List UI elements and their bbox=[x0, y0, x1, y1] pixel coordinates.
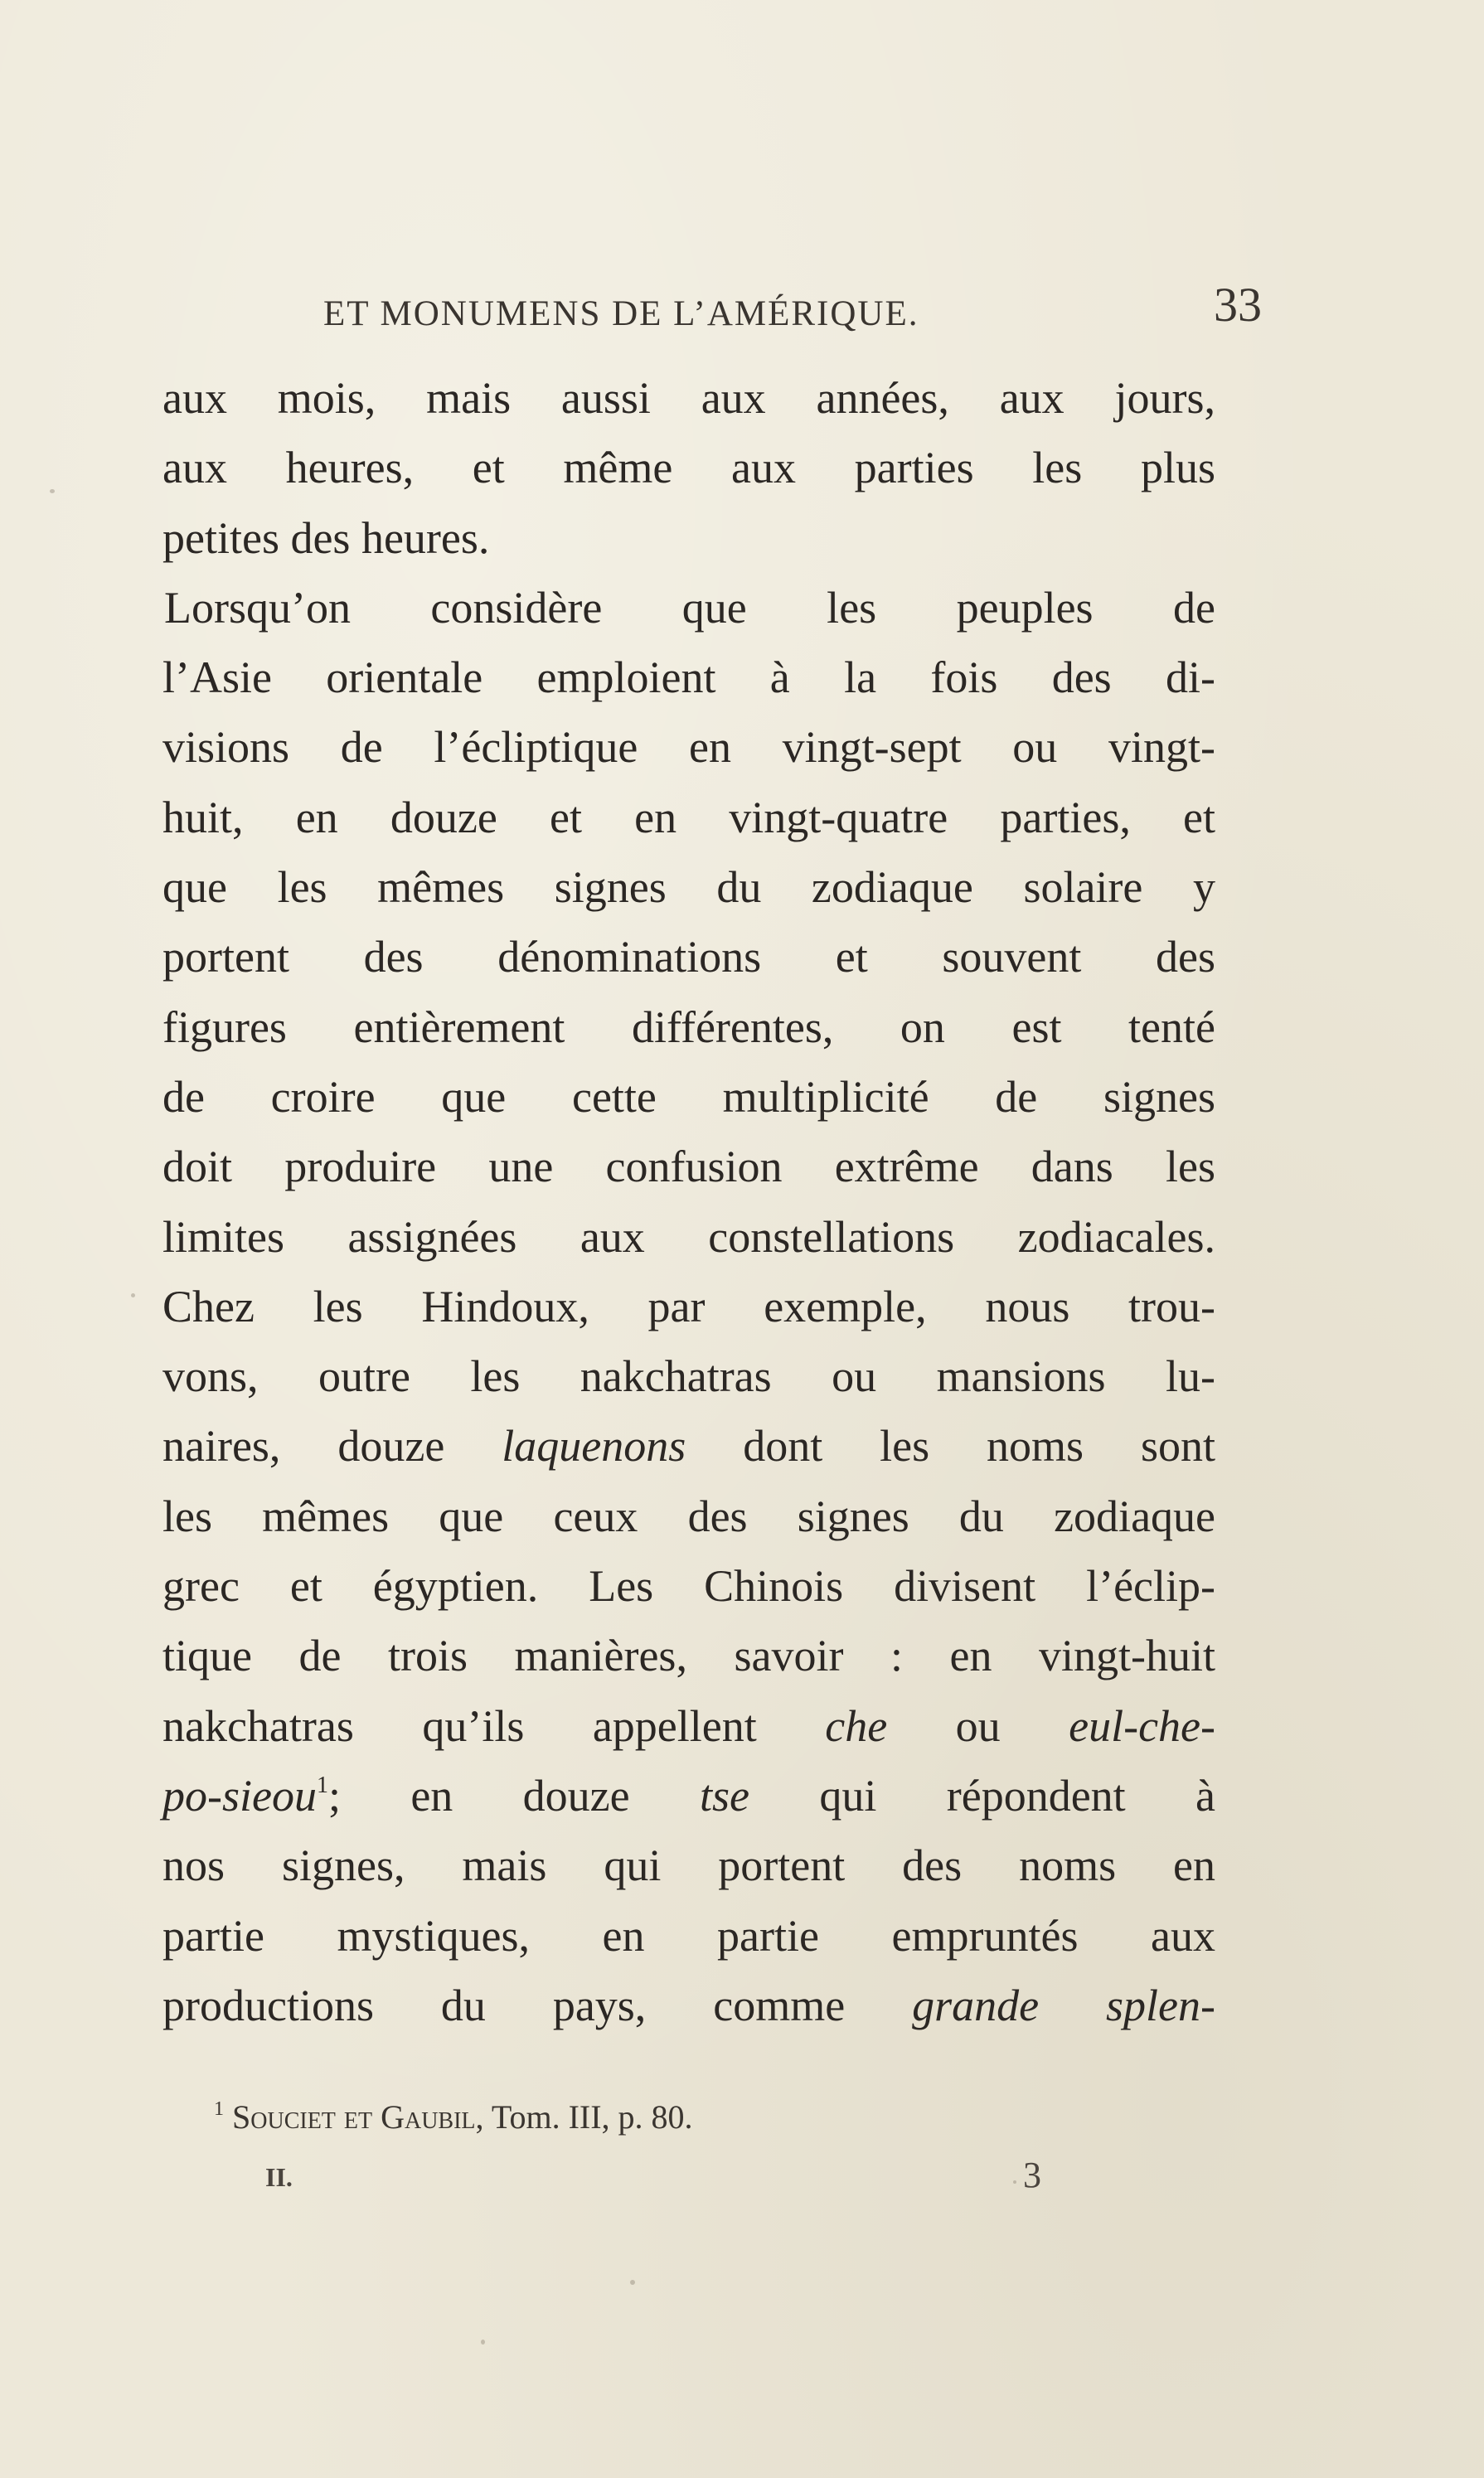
text-line: productions du pays, comme grande splen- bbox=[162, 1980, 1216, 2030]
text-line: petites des heures. bbox=[162, 512, 490, 563]
paper-speck bbox=[50, 489, 55, 493]
signature-mark: II. bbox=[265, 2162, 293, 2192]
text-line: partie mystiques, en partie empruntés aux bbox=[162, 1910, 1215, 1961]
text-line: que les mêmes signes du zodiaque solaire y bbox=[162, 862, 1215, 913]
text-line: Chez les Hindoux, par exemple, nous trou- bbox=[162, 1281, 1215, 1331]
text-line: limites assignées aux constellations zodiacales. bbox=[162, 1211, 1215, 1262]
footnote-reference: Tom. III, p. 80. bbox=[491, 2098, 693, 2136]
italic-term: laquenons bbox=[502, 1421, 686, 1472]
text-line: Lorsqu’on considère que les peuples de bbox=[164, 582, 1215, 633]
text-line: aux heures, et même aux parties les plus bbox=[162, 443, 1215, 493]
italic-term: po-sieou bbox=[162, 1770, 317, 1821]
text-line: po-sieou$^1$; en douze tse qui répondent à bbox=[162, 1770, 1216, 1821]
text-line: grec et égyptien. Les Chinois divisent l’éclip- bbox=[162, 1561, 1215, 1612]
paper-speck bbox=[1013, 2180, 1016, 2184]
running-title: ET MONUMENS DE L’AMÉRIQUE. bbox=[323, 294, 919, 333]
text-line: figures entièrement différentes, on est tenté bbox=[162, 1001, 1215, 1052]
text-line: tique de trois manières, savoir : en vingt-huit bbox=[162, 1631, 1215, 1681]
text-line: doit produire une confusion extrême dans les bbox=[162, 1142, 1215, 1192]
running-head bbox=[323, 277, 1262, 343]
footnote bbox=[214, 2097, 693, 2136]
paper-speck bbox=[481, 2340, 485, 2345]
italic-term: che bbox=[825, 1700, 888, 1751]
italic-term: eul-che- bbox=[1069, 1700, 1216, 1751]
text-line: nakchatras qu’ils appellent che ou eul-che- bbox=[162, 1700, 1216, 1751]
text-line: vons, outre les nakchatras ou mansions lu- bbox=[162, 1351, 1215, 1402]
text-line: les mêmes que ceux des signes du zodiaque bbox=[162, 1491, 1215, 1541]
text-line: l’Asie orientale emploient à la fois des di- bbox=[162, 652, 1215, 703]
footnote-authors: Souciet et Gaubil, bbox=[232, 2098, 484, 2136]
text-line: de croire que cette multiplicité de signes bbox=[162, 1071, 1215, 1122]
signature-number: 3 bbox=[1023, 2155, 1041, 2195]
italic-term: tse bbox=[700, 1770, 749, 1821]
page-number: 33 bbox=[1214, 278, 1262, 332]
text-line: visions de l’écliptique en vingt-sept ou vingt- bbox=[162, 722, 1215, 773]
text-line: huit, en douze et en vingt-quatre parties, et bbox=[162, 792, 1215, 842]
text-line: portent des dénominations et souvent des bbox=[162, 932, 1215, 982]
footnote-marker: 1 bbox=[214, 2098, 224, 2120]
paper-speck bbox=[630, 2280, 635, 2285]
text-line: aux mois, mais aussi aux années, aux jours, bbox=[162, 373, 1215, 423]
footnote-ref: 1 bbox=[316, 1772, 328, 1798]
text-line: naires, douze laquenons dont les noms sont bbox=[162, 1421, 1216, 1472]
body-text bbox=[162, 363, 1215, 2040]
text-line: nos signes, mais qui portent des noms en bbox=[162, 1840, 1215, 1891]
paper-speck bbox=[131, 1293, 135, 1297]
italic-term: grande splen- bbox=[912, 1980, 1216, 2030]
